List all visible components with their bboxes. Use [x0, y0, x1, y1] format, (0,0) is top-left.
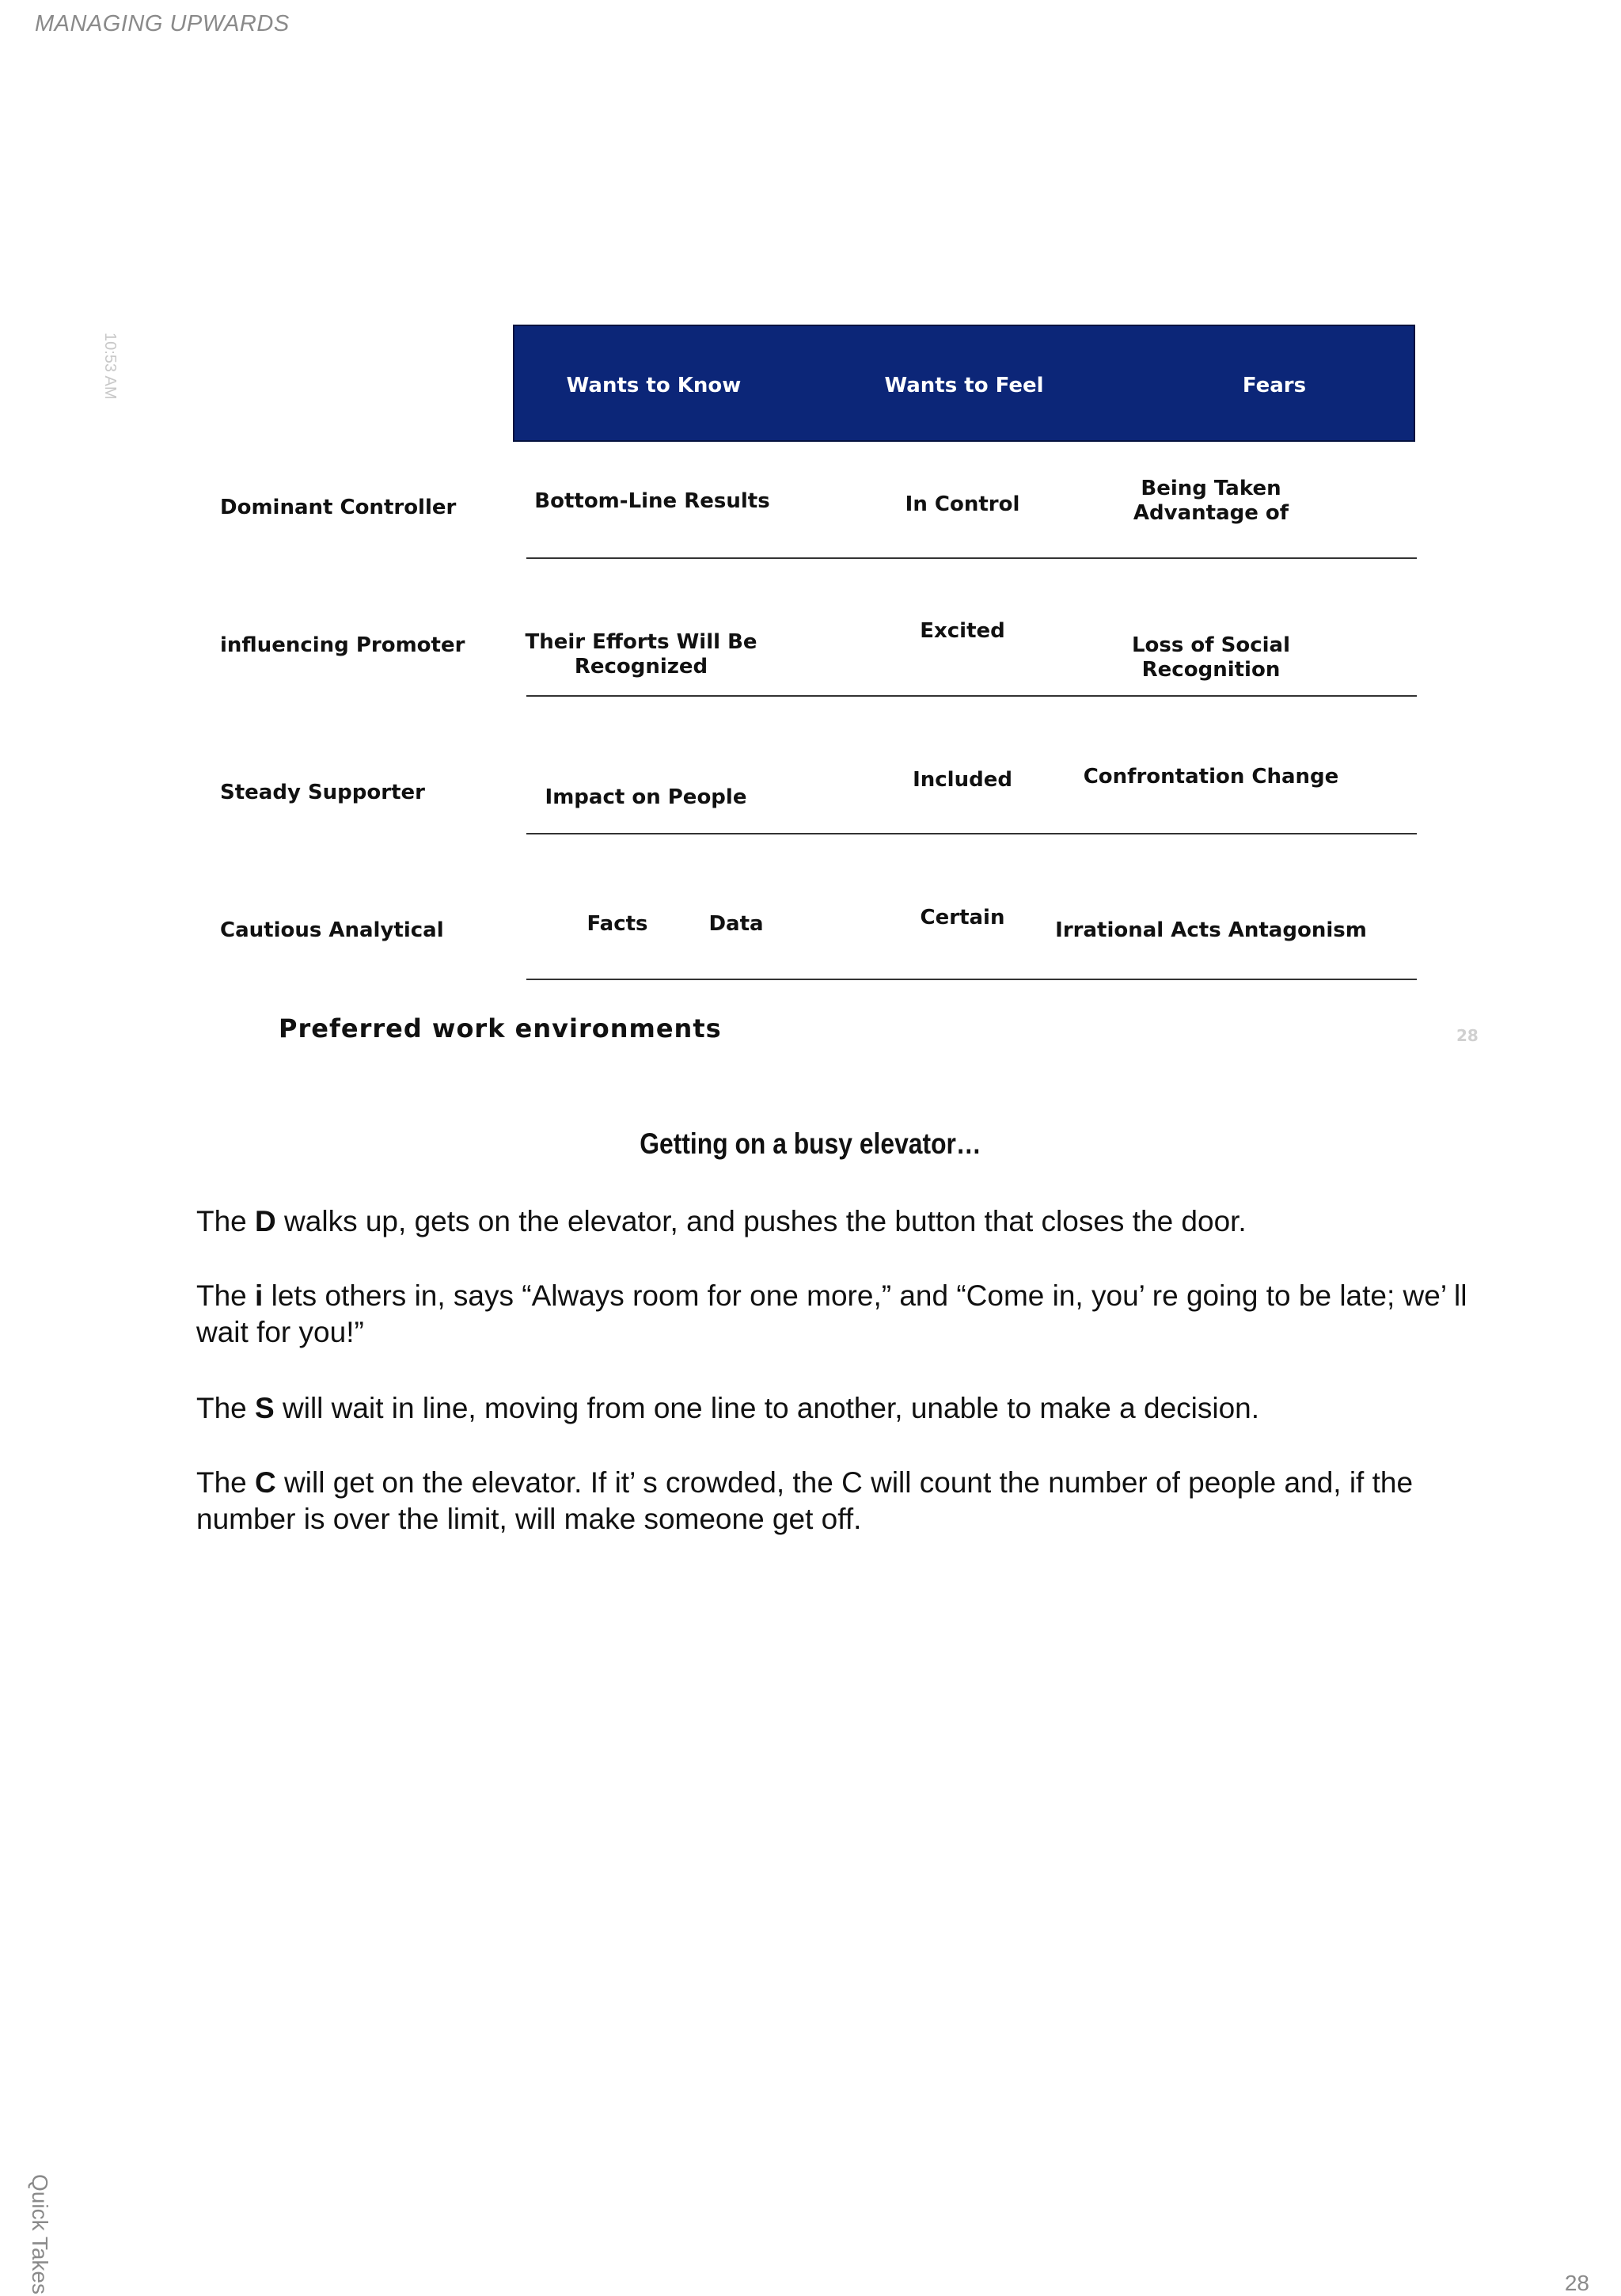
row-label: Cautious Analytical	[220, 918, 444, 942]
cell-wants-to-know-data: Data	[708, 912, 764, 936]
time-stamp: 10:53 AM	[101, 333, 119, 400]
paragraph-d	[196, 1203, 1479, 1240]
cell-wants-to-feel: Excited	[920, 619, 1005, 643]
row-divider	[526, 833, 1417, 834]
section-title: Getting on a busy elevator…	[640, 1127, 981, 1160]
cell-fears: Loss of Social Recognition	[1131, 633, 1291, 682]
ghost-page-number: 28	[1456, 1026, 1479, 1045]
cell-wants-to-feel: Certain	[920, 906, 1005, 929]
disc-letter: S	[255, 1392, 275, 1424]
cell-wants-to-feel: In Control	[905, 492, 1020, 516]
paragraph-s	[196, 1390, 1479, 1427]
table-row	[214, 717, 1417, 855]
disc-letter: i	[255, 1279, 264, 1312]
table-row	[214, 580, 1417, 717]
cell-wants-to-feel: Included	[913, 768, 1012, 792]
paragraph-c	[196, 1465, 1479, 1538]
cell-wants-to-know: Impact on People	[545, 785, 747, 809]
disc-table	[214, 325, 1417, 982]
table-caption: Preferred work environments	[279, 1013, 722, 1043]
cell-fears: Irrational Acts Antagonism	[1055, 918, 1367, 942]
header-wants-to-know: Wants to Know	[566, 374, 742, 397]
row-divider	[526, 979, 1417, 980]
paragraph-text: will get on the elevator. If it’ s crowded, the C will count the number of people and, if the number is over the limit, will make someone get off.	[196, 1466, 1414, 1535]
paragraph-text: will wait in line, moving from one line to another, unable to make a decision.	[274, 1392, 1260, 1424]
cell-wants-to-know: Their Efforts Will Be Recognized	[525, 630, 757, 679]
page-number: 28	[1564, 2271, 1589, 2295]
paragraph-i	[196, 1278, 1479, 1351]
paragraph-text: lets others in, says “Always room for one more,” and “Come in, you’ re going to be late; we’ ll wait for you!”	[196, 1279, 1467, 1348]
row-label: Dominant Controller	[220, 496, 457, 519]
cell-wants-to-know-facts: Facts	[587, 912, 648, 936]
row-divider	[526, 695, 1417, 697]
cell-fears: Being Taken Advantage of	[1133, 477, 1289, 525]
cell-fears: Confrontation Change	[1083, 765, 1339, 789]
side-footer-text: Quick Takes	[28, 2174, 52, 2294]
table-header	[513, 325, 1415, 442]
paragraph-lead: The	[196, 1466, 256, 1499]
disc-letter: D	[255, 1205, 276, 1237]
paragraph-text: walks up, gets on the elevator, and pushes the button that closes the door.	[275, 1205, 1247, 1237]
paragraph-lead: The	[196, 1279, 256, 1312]
row-divider	[526, 557, 1417, 559]
cell-wants-to-know: Bottom-Line Results	[534, 489, 770, 513]
row-label: Steady Supporter	[220, 781, 425, 804]
paragraph-lead: The	[196, 1205, 256, 1237]
header-wants-to-feel: Wants to Feel	[884, 374, 1044, 397]
paragraph-lead: The	[196, 1392, 256, 1424]
table-row	[214, 855, 1417, 993]
table-row	[214, 442, 1417, 580]
running-head: MANAGING UPWARDS	[35, 11, 290, 36]
header-fears: Fears	[1242, 374, 1307, 397]
disc-letter: C	[255, 1466, 276, 1499]
row-label: influencing Promoter	[220, 633, 465, 657]
